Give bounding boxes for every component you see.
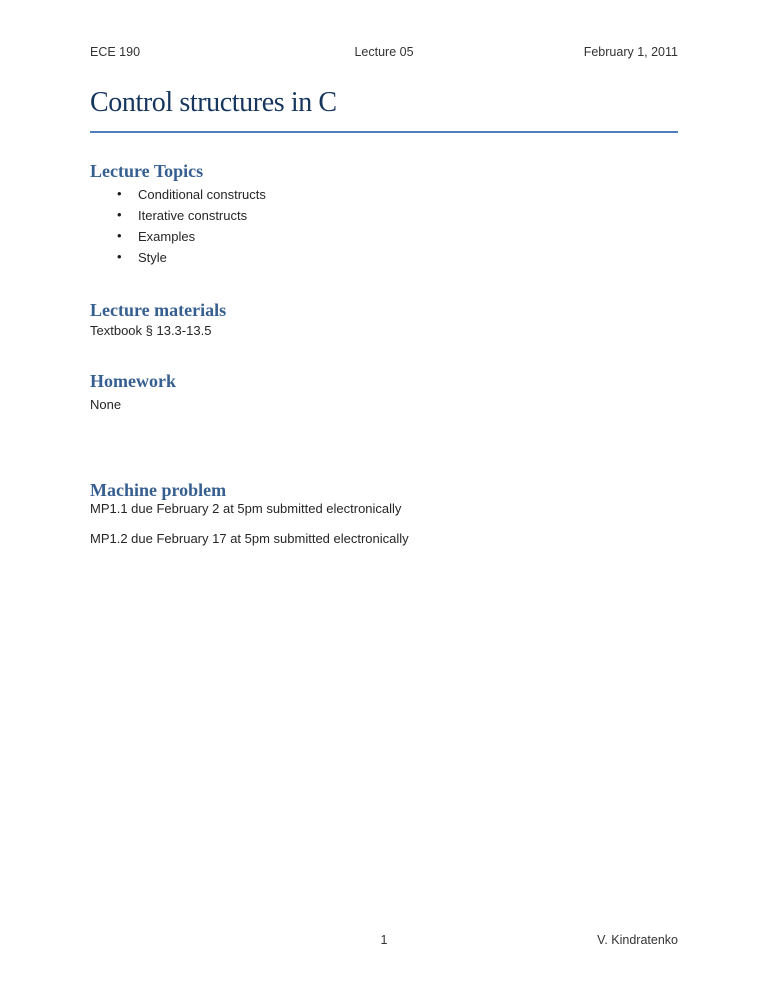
list-item-label: Conditional constructs	[138, 187, 266, 202]
list-item-label: Style	[138, 250, 167, 265]
list-item	[90, 228, 266, 249]
machine-problem-paragraph-1: MP1.1 due February 2 at 5pm submitted electronically	[90, 501, 402, 516]
header-course-code: ECE 190	[90, 45, 141, 59]
bullet-dot-icon: •	[117, 228, 122, 243]
list-item	[90, 186, 266, 207]
header-lecture-number: Lecture 05	[354, 45, 414, 59]
list-item	[90, 249, 266, 270]
page-footer	[90, 932, 678, 948]
page-title: Control structures in C	[90, 87, 337, 118]
footer-author: V. Kindratenko	[597, 933, 678, 947]
bullet-dot-icon: •	[117, 249, 122, 264]
footer-page-number: 1	[380, 933, 388, 947]
bullet-dot-icon: •	[117, 207, 122, 222]
page-header	[90, 44, 678, 60]
section-heading-lecture-materials: Lecture materials	[90, 300, 227, 320]
list-item	[90, 207, 266, 228]
section-heading-homework: Homework	[90, 371, 176, 391]
lecture-materials-text: Textbook § 13.3-13.5	[90, 323, 212, 338]
list-item-label: Examples	[138, 229, 196, 244]
section-heading-machine-problem: Machine problem	[90, 480, 227, 500]
section-heading-lecture-topics: Lecture Topics	[90, 161, 204, 181]
lecture-topics-list	[90, 186, 266, 270]
homework-text: None	[90, 397, 122, 412]
footer-spacer	[90, 932, 286, 948]
list-item-label: Iterative constructs	[138, 208, 248, 223]
machine-problem-paragraph-2: MP1.2 due February 17 at 5pm submitted electronically	[90, 531, 409, 546]
header-date: February 1, 2011	[583, 45, 678, 59]
title-block	[90, 86, 678, 133]
bullet-dot-icon: •	[117, 186, 122, 201]
